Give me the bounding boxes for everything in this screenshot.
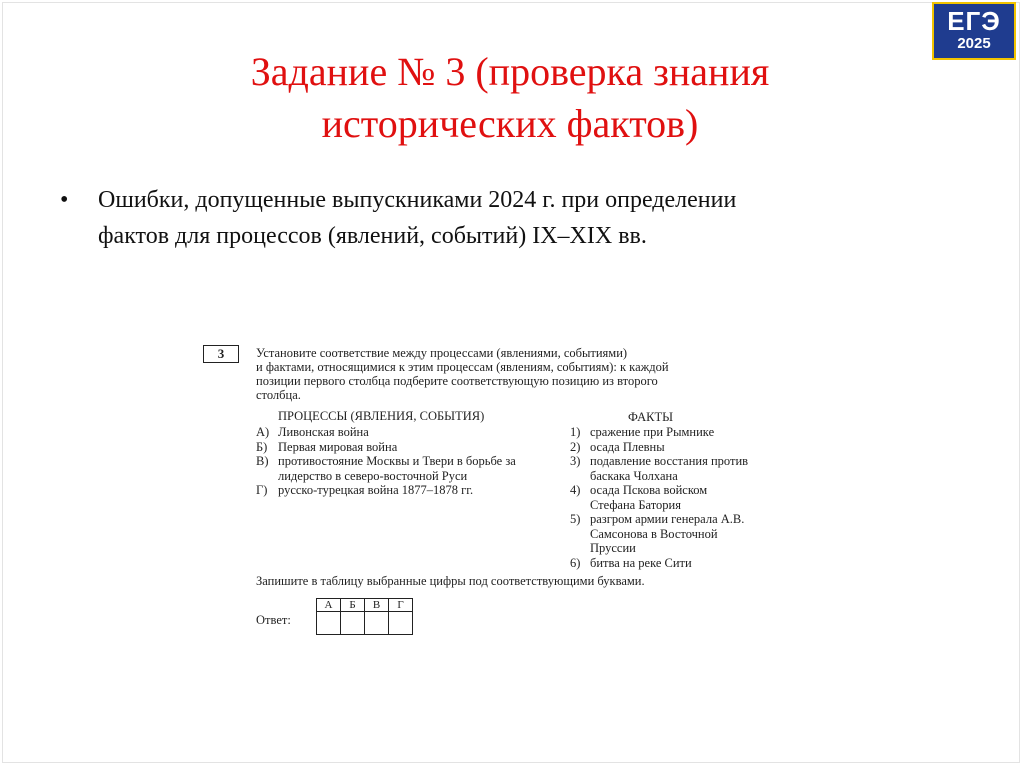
item-text: русско-турецкая война 1877–1878 гг.: [278, 483, 474, 497]
item-number: 2): [570, 439, 581, 454]
answer-header-row: [317, 599, 413, 612]
task-number-box: 3: [203, 345, 239, 363]
item-letter: Г): [256, 483, 268, 497]
item-text: разгром армии генерала А.В. Самсонова в Восточной Пруссии: [590, 512, 745, 555]
item-letter: А): [256, 425, 270, 439]
title-line-2: исторических фактов): [321, 101, 699, 146]
bullet-text: [98, 182, 918, 254]
item-letter: В): [256, 454, 269, 468]
instruction-line: Установите соответствие между процессами (явлениями, событиями): [256, 346, 628, 360]
bullet-line-1: Ошибки, допущенные выпускниками 2024 г. при определении: [98, 187, 737, 213]
exam-task-image: [200, 343, 790, 643]
item-text: Ливонская война: [278, 425, 369, 439]
item-number: 4): [570, 483, 581, 497]
answer-table: [316, 598, 413, 635]
logo-year: 2025: [957, 35, 991, 52]
answer-column-header: А: [317, 599, 341, 612]
answer-input-row: [317, 612, 413, 635]
item-number: 5): [570, 512, 581, 526]
item-text: осада Плевны: [590, 439, 665, 454]
item-text: сражение при Рымнике: [590, 425, 715, 439]
list-item: [570, 483, 790, 512]
instruction-line: позиции первого столбца подберите соответствующую позицию из второго: [256, 374, 658, 388]
item-number: 6): [570, 555, 581, 570]
answer-cell: [389, 612, 413, 635]
processes-list: [256, 425, 556, 498]
answer-column-header: Б: [341, 599, 365, 612]
bullet-dot: •: [60, 187, 69, 213]
instruction-line: столбца.: [256, 388, 301, 402]
list-item: [570, 454, 790, 483]
item-text: подавление восстания против баскака Чолхана: [590, 454, 749, 483]
answer-label: Ответ:: [256, 613, 291, 627]
instruction-line: и фактами, относящимися к этим процессам (явлениям, событиям): к каждой: [256, 360, 669, 374]
logo-text: ЕГЭ: [947, 6, 1001, 36]
item-text: Первая мировая война: [278, 439, 398, 454]
item-text: битва на реке Сити: [590, 555, 692, 570]
item-text: осада Пскова войском Стефана Батория: [590, 483, 708, 512]
list-item: [570, 556, 790, 571]
task-instruction: [256, 346, 788, 402]
slide-title: [120, 46, 900, 150]
ege-2025-logo: [932, 2, 1016, 60]
list-item: [570, 512, 790, 556]
facts-list: [570, 425, 790, 570]
answer-cell: [317, 612, 341, 635]
item-letter: Б): [256, 439, 268, 454]
processes-heading: ПРОЦЕССЫ (ЯВЛЕНИЯ, СОБЫТИЯ): [278, 409, 485, 423]
list-item: [256, 483, 556, 498]
list-item: [570, 425, 790, 440]
title-line-1: Задание № 3 (проверка знания: [250, 49, 770, 94]
write-instruction: Запишите в таблицу выбранные цифры под соответствующими буквами.: [256, 574, 645, 588]
answer-cell: [365, 612, 389, 635]
facts-heading: ФАКТЫ: [628, 410, 673, 424]
answer-cell: [341, 612, 365, 635]
item-number: 1): [570, 425, 581, 439]
bullet-line-2: фактов для процессов (явлений, событий) IX–XIX вв.: [98, 223, 647, 249]
list-item: [256, 454, 556, 483]
answer-column-header: Г: [389, 599, 413, 612]
item-number: 3): [570, 454, 581, 468]
item-text: противостояние Москвы и Твери в борьбе за лидерство в северо-восточной Руси: [278, 454, 516, 483]
list-item: [256, 440, 556, 455]
answer-column-header: В: [365, 599, 389, 612]
list-item: [256, 425, 556, 440]
list-item: [570, 440, 790, 455]
